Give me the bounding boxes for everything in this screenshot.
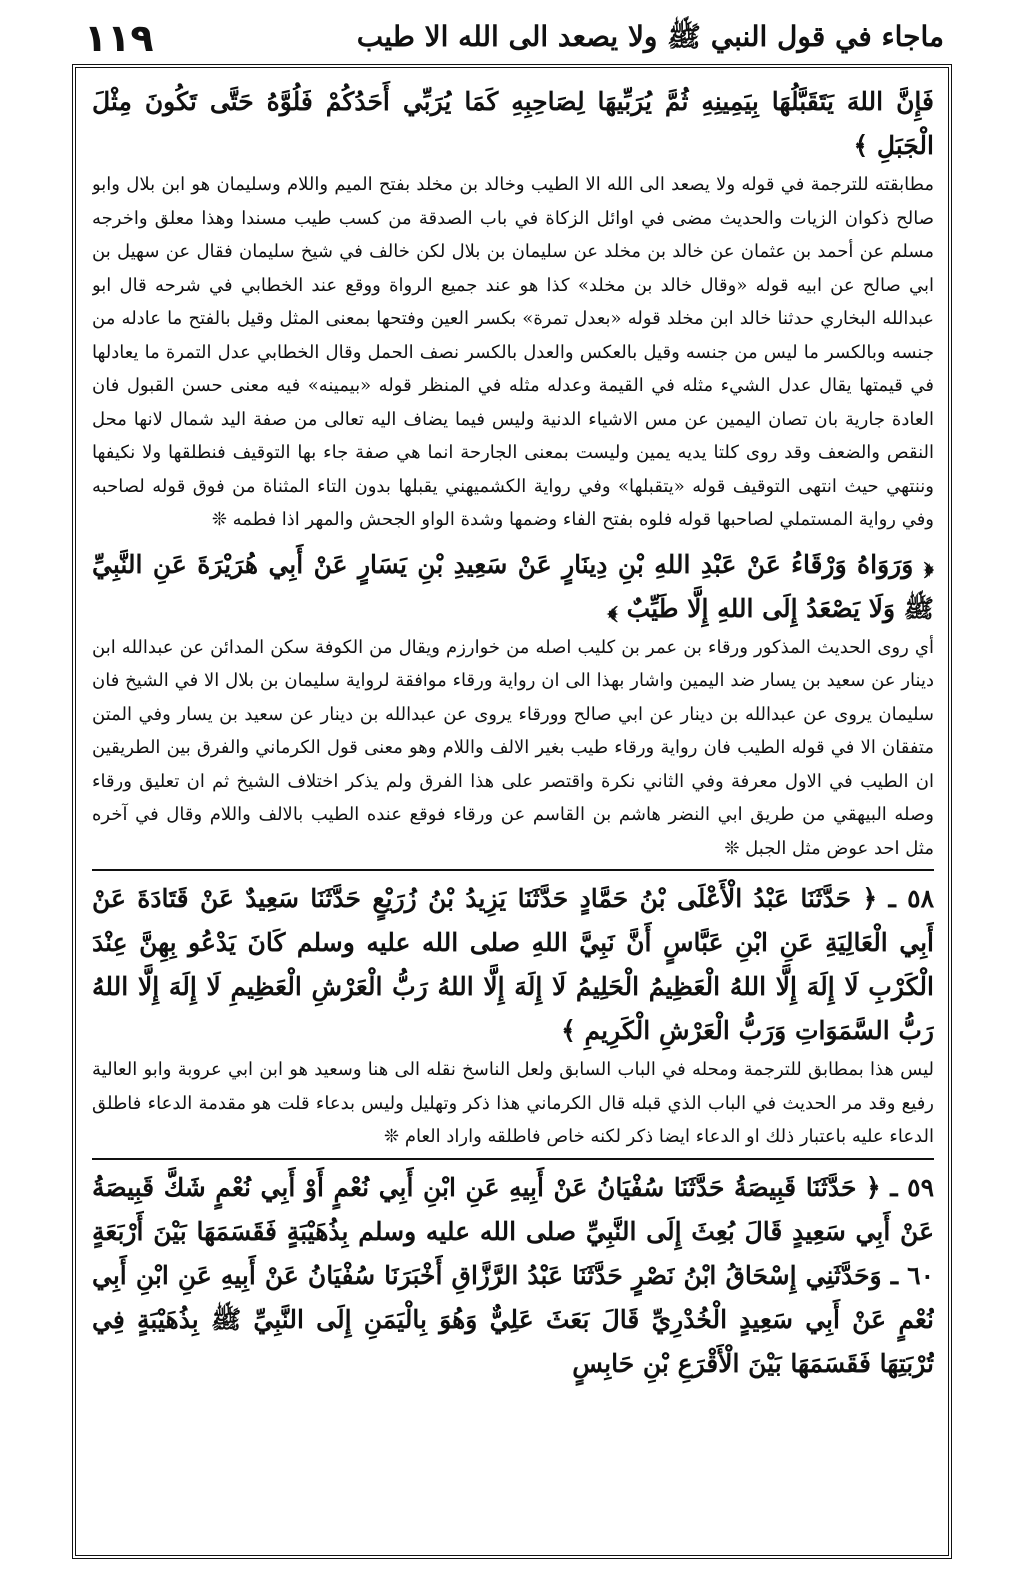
running-title: ماجاء في قول النبي ﷺ ولا يصعد الى الله الا طيب — [356, 20, 944, 53]
commentary-paragraph: أي روى الحديث المذكور ورقاء بن عمر بن كليب اصله من خوارزم ويقال من الكوفة سكن المدائن عن عبدالله ابن دينار عن سعيد بن يسار ضد اليمين واشار بهذا الى ان رواية ورقاء موافقة لرواية سليمان بن بلال الا في الشيخ فان سليمان يروى عن عبدالله بن دينار عن ابي صالح وورقاء يروى عن عبدالله بن دينار عن سعيد بن يسار وفي المتن متفقان الا في قوله الطيب فان رواية ورقاء طيب بغير الالف واللام وهو معنى قول الكرماني والفرق بين الطريقين ان الطيب في الاول معرفة وفي الثاني نكرة واقتصر على هذا الفرق ولم يذكر اختلاف الشيخ ثم ان تعليق ورقاء وصله البيهقي من طريق ابي النضر هاشم بن القاسم عن ورقاء فوقع عنده الطيب بالالف واللام وقال في آخره مثل احد عوض مثل الجبل ❊ — [92, 636, 934, 859]
page-number: ۱۱۹ — [84, 16, 154, 60]
section-divider — [92, 869, 934, 871]
commentary-paragraph: ليس هذا بمطابق للترجمة ومحله في الباب السابق ولعل الناسخ نقله الى هنا وسعيد هو ابن ابي عروبة وابو العالية رفيع وقد مر الحديث في الباب الذي قبله قال الكرماني هذا ذكر وتهليل وليس بدعاء قلت هو مقدمة الدعاء فاطلق الدعاء عليه باعتبار ذلك او الدعاء ايضا ذكر لكنه خاص فاطلقه واراد العام ❊ — [92, 1059, 934, 1147]
page-body — [92, 80, 934, 1550]
hadith-59-60-text: ٥٩ ـ ﴿ حَدَّثَنَا قَبِيصَةُ حَدَّثَنَا سُفْيَانُ عَنْ أَبِيهِ عَنِ ابْنِ أَبِي نُعْمٍ أَوْ أَبِي نُعْمٍ شَكَّ قَبِيصَةُ عَنْ أَبِي سَعِيدٍ قَالَ بُعِثَ إِلَى النَّبِيِّ صلى الله عليه وسلم بِذُهَيْبَةٍ فَقَسَمَهَا بَيْنَ أَرْبَعَةٍ ٦٠ ـ وَحَدَّثَنِي إِسْحَاقُ ابْنُ نَصْرٍ حَدَّثَنَا عَبْدُ الرَّزَّاقِ أَخْبَرَنَا سُفْيَانُ عَنْ أَبِيهِ عَنِ ابْنِ أَبِي نُعْمٍ عَنْ أَبِي سَعِيدٍ الْخُدْرِيِّ قَالَ بَعَثَ عَلِيٌّ وَهُوَ بِالْيَمَنِ إِلَى النَّبِيِّ ﷺ بِذُهَيْبَةٍ فِي تُرْبَتِهَا فَقَسَمَهَا بَيْنَ الْأَقْرَعِ بْنِ حَابِسٍ — [92, 1172, 934, 1378]
section-divider — [92, 1158, 934, 1160]
hadith-58-text: ٥٨ ـ ﴿ حَدَّثَنَا عَبْدُ الْأَعْلَى بْنُ حَمَّادٍ حَدَّثَنَا يَزِيدُ بْنُ زُرَيْعٍ حَدَّثَنَا سَعِيدٌ عَنْ قَتَادَةَ عَنْ أَبِي الْعَالِيَةِ عَنِ ابْنِ عَبَّاسٍ أَنَّ نَبِيَّ اللهِ صلى الله عليه وسلم كَانَ يَدْعُو بِهِنَّ عِنْدَ الْكَرْبِ لَا إِلَهَ إِلَّا اللهُ الْعَظِيمُ الْحَلِيمُ لَا إِلَهَ إِلَّا اللهُ رَبُّ الْعَرْشِ الْعَظِيمِ لَا إِلَهَ إِلَّا اللهُ رَبُّ السَّمَوَاتِ وَرَبُّ الْعَرْشِ الْكَرِيمِ ﴾ — [92, 884, 934, 1045]
hadith-text-continuation: فَإِنَّ اللهَ يَتَقَبَّلُهَا بِيَمِينِهِ ثُمَّ يُرَبِّيهَا لِصَاحِبِهِ كَمَا يُرَبِّي أَحَدُكُمْ فَلُوَّهُ حَتَّى تَكُونَ مِثْلَ الْجَبَلِ ﴾ — [92, 87, 934, 160]
hadith-text-warqa: ﴿ وَرَوَاهُ وَرْقَاءُ عَنْ عَبْدِ اللهِ بْنِ دِينَارٍ عَنْ سَعِيدِ بْنِ يَسَارٍ عَنْ أَبِي هُرَيْرَةَ عَنِ النَّبِيِّ ﷺ وَلَا يَصْعَدُ إِلَى اللهِ إِلَّا طَيِّبٌ ﴾ — [92, 549, 934, 623]
page-header — [84, 14, 944, 58]
commentary-paragraph: مطابقته للترجمة في قوله ولا يصعد الى الله الا الطيب وخالد بن مخلد بفتح الميم واللام وسليمان هو ابن بلال وابو صالح ذكوان الزيات والحديث مضى في اوائل الزكاة في باب الصدقة من كسب طيب مسندا وهذا معلق واخرجه مسلم عن أحمد بن عثمان عن خالد بن مخلد عن سليمان بن بلال لكن خالف في شيخ سليمان فقال عن سهيل بن ابي صالح عن ابيه قوله «وقال خالد بن مخلد» كذا هو عند جميع الرواة ووقع عند الخطابي في شرحه قال ابو عبدالله البخاري حدثنا خالد ابن مخلد قوله «بعدل تمرة» بكسر العين وفتحها بمعنى المثل وقيل بالفتح ما عادله من جنسه وبالكسر ما ليس من جنسه وقيل بالعكس والعدل بالكسر نصف الحمل وقال الخطابي عدل التمرة ما يعادلها في قيمتها يقال عدل الشيء مثله في القيمة وعدله مثله في المنظر قوله «بيمينه» فيه معنى حسن القبول فان العادة جارية بان تصان اليمين عن مس الاشياء الدنية وليس فيما يضاف اليه تعالى من صفة اليد شمال لانها محل النقص والضعف وقد روى كلتا يديه يمين وليست بمعنى الجارحة انما هي صفة جاء بها التوقيف فنطلقها ولا نكيفها وننتهي حيث انتهى التوقيف قوله «يتقبلها» وفي رواية الكشميهني يقبلها بدون التاء المثناة من فوق قوله لصاحبه وفي رواية المستملي لصاحبها قوله فلوه بفتح الفاء وضمها وشدة الواو الجحش والمهر اذا فطمه ❊ — [92, 174, 934, 530]
